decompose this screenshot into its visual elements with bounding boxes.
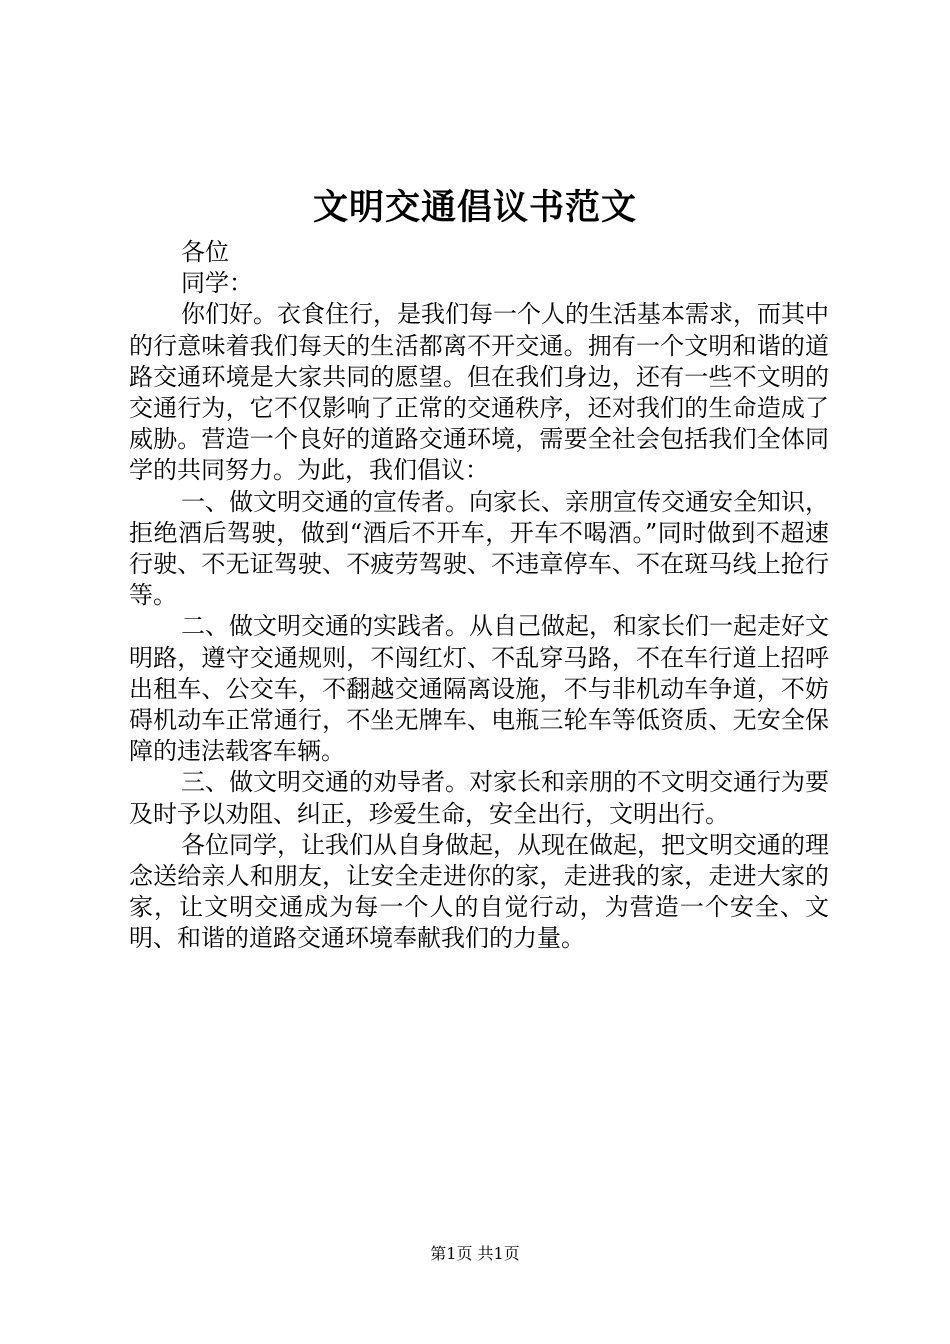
paragraph-closing: 各位同学，让我们从自身做起，从现在做起，把文明交通的理念送给亲人和朋友，让安全走进你的家，走进我的家，走进大家的家，让文明交通成为每一个人的自觉行动，为营造一个安全、文明、和谐的道路交通环境奉献我们的力量。: [129, 830, 829, 953]
document-body: [129, 237, 829, 955]
page-footer: 第1页 共1页: [430, 1244, 520, 1263]
document-title: 文明交通倡议书范文: [312, 187, 637, 228]
salutation-line-1: 各位: [181, 238, 229, 266]
salutation-line-2: 同学：: [181, 269, 253, 298]
paragraph-item-2: 二、做文明交通的实践者。从自己做起，和家长们一起走好文明路，遵守交通规则，不闯红灯、不乱穿马路，不在车行道上招呼出租车、公交车，不翻越交通隔离设施，不与非机动车争道，不妨碍机动车正常通行，不坐无牌车、电瓶三轮车等低资质、无安全保障的违法载客车辆。: [129, 612, 829, 766]
paragraph-item-1: 一、做文明交通的宣传者。向家长、亲朋宣传交通安全知识，拒绝酒后驾驶，做到“酒后不开车，开车不喝酒。”同时做到不超速行驶、不无证驾驶、不疲劳驾驶、不违章停车、不在斑马线上抢行等。: [129, 487, 829, 610]
paragraph-intro: 你们好。衣食住行，是我们每一个人的生活基本需求，而其中的行意味着我们每天的生活都离不开交通。拥有一个文明和谐的道路交通环境是大家共同的愿望。但在我们身边，还有一些不文明的交通行为，它不仅影响了正常的交通秩序，还对我们的生命造成了威胁。营造一个良好的道路交通环境，需要全社会包括我们全体同学的共同努力。为此，我们倡议：: [129, 300, 829, 485]
paragraph-item-3: 三、做文明交通的劝导者。对家长和亲朋的不文明交通行为要及时予以劝阻、纠正，珍爱生命，安全出行，文明出行。: [129, 768, 829, 828]
